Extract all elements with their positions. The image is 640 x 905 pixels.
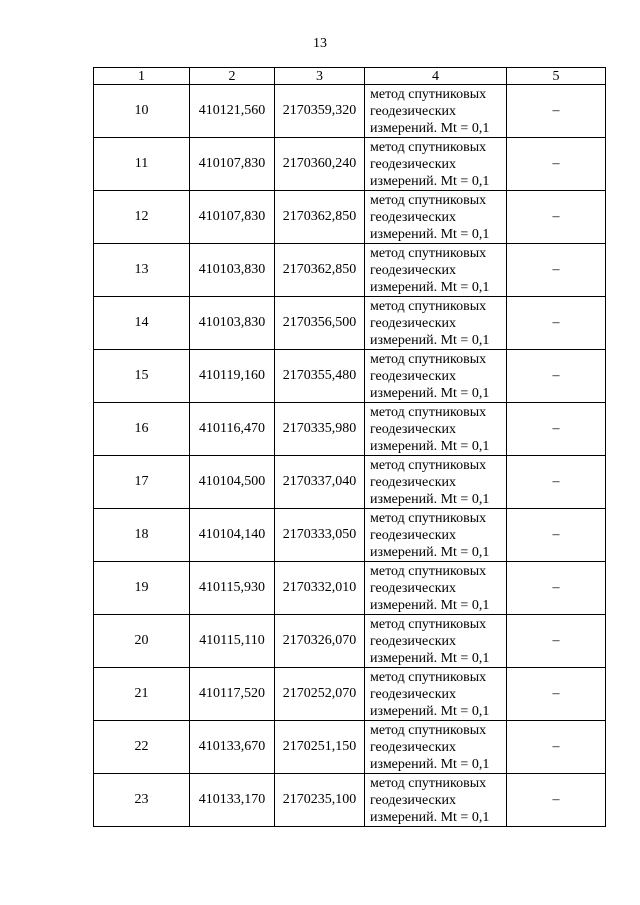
method-text-line: измерений. Mt = 0,1 bbox=[370, 491, 490, 507]
method-text-line: измерений. Mt = 0,1 bbox=[370, 226, 490, 242]
note-cell: – bbox=[507, 350, 606, 403]
method-cell bbox=[365, 297, 507, 350]
y-coordinate-cell: 2170360,240 bbox=[275, 138, 365, 191]
column-header-1: 1 bbox=[94, 68, 190, 85]
column-header-2: 2 bbox=[190, 68, 275, 85]
note-cell: – bbox=[507, 509, 606, 562]
note-cell: – bbox=[507, 403, 606, 456]
method-text-line: измерений. Mt = 0,1 bbox=[370, 756, 490, 772]
note-cell: – bbox=[507, 721, 606, 774]
table-row bbox=[94, 138, 606, 191]
coordinates-table bbox=[93, 67, 606, 827]
method-text-line: метод спутниковых bbox=[370, 775, 487, 791]
x-coordinate-cell: 410107,830 bbox=[190, 191, 275, 244]
y-coordinate-cell: 2170359,320 bbox=[275, 85, 365, 138]
method-text-line: измерений. Mt = 0,1 bbox=[370, 279, 490, 295]
method-text-line: геодезических bbox=[370, 686, 457, 702]
point-number-cell: 15 bbox=[94, 350, 190, 403]
table-row bbox=[94, 509, 606, 562]
y-coordinate-cell: 2170356,500 bbox=[275, 297, 365, 350]
method-cell bbox=[365, 138, 507, 191]
method-text-line: метод спутниковых bbox=[370, 245, 487, 261]
method-text-line: геодезических bbox=[370, 156, 457, 172]
method-text-line: измерений. Mt = 0,1 bbox=[370, 332, 490, 348]
x-coordinate-cell: 410133,670 bbox=[190, 721, 275, 774]
column-header-4: 4 bbox=[365, 68, 507, 85]
method-text-line: измерений. Mt = 0,1 bbox=[370, 809, 490, 825]
method-text-line: измерений. Mt = 0,1 bbox=[370, 120, 490, 136]
method-text-line: геодезических bbox=[370, 209, 457, 225]
x-coordinate-cell: 410104,140 bbox=[190, 509, 275, 562]
table-row bbox=[94, 297, 606, 350]
y-coordinate-cell: 2170326,070 bbox=[275, 615, 365, 668]
y-coordinate-cell: 2170235,100 bbox=[275, 774, 365, 827]
note-cell: – bbox=[507, 668, 606, 721]
method-text-line: геодезических bbox=[370, 739, 457, 755]
table-row bbox=[94, 774, 606, 827]
x-coordinate-cell: 410103,830 bbox=[190, 297, 275, 350]
y-coordinate-cell: 2170251,150 bbox=[275, 721, 365, 774]
method-text-line: измерений. Mt = 0,1 bbox=[370, 173, 490, 189]
table-row bbox=[94, 85, 606, 138]
method-cell bbox=[365, 350, 507, 403]
method-text-line: метод спутниковых bbox=[370, 722, 487, 738]
method-cell bbox=[365, 774, 507, 827]
y-coordinate-cell: 2170335,980 bbox=[275, 403, 365, 456]
method-text-line: геодезических bbox=[370, 421, 457, 437]
note-cell: – bbox=[507, 456, 606, 509]
method-text-line: метод спутниковых bbox=[370, 563, 487, 579]
table-row bbox=[94, 191, 606, 244]
method-cell bbox=[365, 668, 507, 721]
point-number-cell: 11 bbox=[94, 138, 190, 191]
method-cell bbox=[365, 191, 507, 244]
point-number-cell: 16 bbox=[94, 403, 190, 456]
note-cell: – bbox=[507, 244, 606, 297]
method-text-line: измерений. Mt = 0,1 bbox=[370, 703, 490, 719]
method-text-line: измерений. Mt = 0,1 bbox=[370, 650, 490, 666]
note-cell: – bbox=[507, 774, 606, 827]
method-text-line: метод спутниковых bbox=[370, 86, 487, 102]
method-text-line: измерений. Mt = 0,1 bbox=[370, 385, 490, 401]
table-row bbox=[94, 456, 606, 509]
point-number-cell: 22 bbox=[94, 721, 190, 774]
table-row bbox=[94, 562, 606, 615]
method-cell bbox=[365, 244, 507, 297]
note-cell: – bbox=[507, 138, 606, 191]
x-coordinate-cell: 410121,560 bbox=[190, 85, 275, 138]
y-coordinate-cell: 2170333,050 bbox=[275, 509, 365, 562]
method-cell bbox=[365, 562, 507, 615]
table-row bbox=[94, 403, 606, 456]
point-number-cell: 18 bbox=[94, 509, 190, 562]
method-text-line: метод спутниковых bbox=[370, 404, 487, 420]
point-number-cell: 10 bbox=[94, 85, 190, 138]
table-row bbox=[94, 615, 606, 668]
x-coordinate-cell: 410115,930 bbox=[190, 562, 275, 615]
method-text-line: геодезических bbox=[370, 103, 457, 119]
note-cell: – bbox=[507, 562, 606, 615]
table-row bbox=[94, 244, 606, 297]
method-text-line: геодезических bbox=[370, 633, 457, 649]
method-text-line: метод спутниковых bbox=[370, 298, 487, 314]
method-cell bbox=[365, 85, 507, 138]
point-number-cell: 21 bbox=[94, 668, 190, 721]
page-number: 13 bbox=[313, 36, 327, 51]
method-text-line: геодезических bbox=[370, 474, 457, 490]
y-coordinate-cell: 2170252,070 bbox=[275, 668, 365, 721]
table-header-row bbox=[94, 68, 606, 85]
method-text-line: метод спутниковых bbox=[370, 351, 487, 367]
method-text-line: метод спутниковых bbox=[370, 510, 487, 526]
y-coordinate-cell: 2170362,850 bbox=[275, 191, 365, 244]
x-coordinate-cell: 410116,470 bbox=[190, 403, 275, 456]
point-number-cell: 19 bbox=[94, 562, 190, 615]
y-coordinate-cell: 2170337,040 bbox=[275, 456, 365, 509]
note-cell: – bbox=[507, 297, 606, 350]
x-coordinate-cell: 410103,830 bbox=[190, 244, 275, 297]
x-coordinate-cell: 410119,160 bbox=[190, 350, 275, 403]
y-coordinate-cell: 2170362,850 bbox=[275, 244, 365, 297]
method-text-line: метод спутниковых bbox=[370, 192, 487, 208]
x-coordinate-cell: 410115,110 bbox=[190, 615, 275, 668]
x-coordinate-cell: 410133,170 bbox=[190, 774, 275, 827]
y-coordinate-cell: 2170355,480 bbox=[275, 350, 365, 403]
table-row bbox=[94, 668, 606, 721]
note-cell: – bbox=[507, 191, 606, 244]
x-coordinate-cell: 410117,520 bbox=[190, 668, 275, 721]
x-coordinate-cell: 410107,830 bbox=[190, 138, 275, 191]
x-coordinate-cell: 410104,500 bbox=[190, 456, 275, 509]
point-number-cell: 23 bbox=[94, 774, 190, 827]
method-text-line: измерений. Mt = 0,1 bbox=[370, 438, 490, 454]
method-text-line: метод спутниковых bbox=[370, 669, 487, 685]
point-number-cell: 17 bbox=[94, 456, 190, 509]
method-cell bbox=[365, 456, 507, 509]
table-row bbox=[94, 721, 606, 774]
method-cell bbox=[365, 403, 507, 456]
point-number-cell: 13 bbox=[94, 244, 190, 297]
method-text-line: измерений. Mt = 0,1 bbox=[370, 544, 490, 560]
y-coordinate-cell: 2170332,010 bbox=[275, 562, 365, 615]
method-text-line: геодезических bbox=[370, 580, 457, 596]
method-text-line: геодезических bbox=[370, 368, 457, 384]
point-number-cell: 14 bbox=[94, 297, 190, 350]
column-header-5: 5 bbox=[507, 68, 606, 85]
method-cell bbox=[365, 615, 507, 668]
method-cell bbox=[365, 509, 507, 562]
table-row bbox=[94, 350, 606, 403]
method-text-line: метод спутниковых bbox=[370, 457, 487, 473]
method-text-line: геодезических bbox=[370, 262, 457, 278]
method-text-line: геодезических bbox=[370, 315, 457, 331]
method-cell bbox=[365, 721, 507, 774]
note-cell: – bbox=[507, 615, 606, 668]
method-text-line: метод спутниковых bbox=[370, 139, 487, 155]
point-number-cell: 20 bbox=[94, 615, 190, 668]
column-header-3: 3 bbox=[275, 68, 365, 85]
note-cell: – bbox=[507, 85, 606, 138]
method-text-line: геодезических bbox=[370, 527, 457, 543]
method-text-line: измерений. Mt = 0,1 bbox=[370, 597, 490, 613]
point-number-cell: 12 bbox=[94, 191, 190, 244]
method-text-line: метод спутниковых bbox=[370, 616, 487, 632]
method-text-line: геодезических bbox=[370, 792, 457, 808]
table-body bbox=[94, 85, 606, 827]
